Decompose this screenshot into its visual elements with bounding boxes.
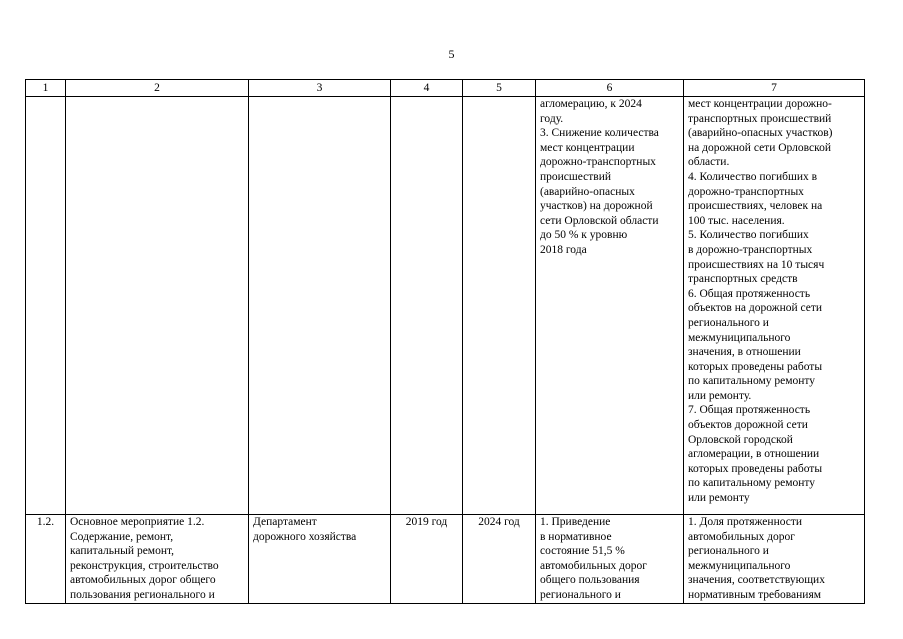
text-line: на дорожной сети Орловской bbox=[688, 141, 831, 154]
indicator-cell bbox=[684, 97, 865, 515]
text-line: или ремонту bbox=[688, 492, 750, 505]
table-row bbox=[26, 515, 865, 604]
text-line: Содержание, ремонт, bbox=[70, 530, 174, 543]
text-line: 100 тыс. населения. bbox=[688, 214, 785, 227]
text-line: автомобильных дорог bbox=[540, 559, 647, 572]
page-number: 5 bbox=[448, 47, 455, 61]
text-line: нормативным требованиям bbox=[688, 588, 822, 601]
row-number-cell bbox=[26, 97, 66, 515]
end-year-cell bbox=[463, 97, 536, 515]
measure-cell bbox=[66, 515, 249, 604]
start-year-cell: 2019 год bbox=[391, 515, 463, 604]
text-line: регионального и bbox=[688, 545, 769, 558]
text-line: или ремонту. bbox=[688, 389, 752, 402]
text-line: дорожного хозяйства bbox=[253, 530, 357, 543]
text-line: объектов на дорожной сети bbox=[688, 302, 823, 315]
text-line: происшествиях на 10 тысяч bbox=[688, 258, 825, 271]
text-line: объектов дорожной сети bbox=[688, 419, 808, 432]
text-line: 5. Количество погибших bbox=[688, 229, 809, 242]
column-number-row bbox=[26, 80, 865, 97]
text-line: в дорожно-транспортных bbox=[688, 243, 813, 256]
text-line: (аварийно-опасных bbox=[540, 185, 635, 198]
text-line: автомобильных дорог bbox=[688, 530, 795, 543]
text-line: области. bbox=[688, 156, 730, 169]
text-line: 1. Приведение bbox=[540, 516, 611, 528]
text-line: мест концентрации дорожно- bbox=[688, 98, 832, 110]
text-line: транспортных происшествий bbox=[688, 112, 832, 125]
text-line: Основное мероприятие 1.2. bbox=[70, 516, 205, 528]
end-year-cell: 2024 год bbox=[463, 515, 536, 604]
text-line: дорожно-транспортных bbox=[688, 185, 804, 198]
text-line: пользования регионального и bbox=[70, 588, 215, 601]
text-line: которых проведены работы bbox=[688, 462, 823, 475]
text-line: межмуниципального bbox=[688, 559, 791, 572]
indicator-cell bbox=[684, 515, 865, 604]
text-line: значения, соответствующих bbox=[688, 574, 825, 587]
expected-result-cell bbox=[536, 515, 684, 604]
text-line: 7. Общая протяженность bbox=[688, 404, 811, 417]
text-line: автомобильных дорог общего bbox=[70, 574, 216, 587]
column-number: 2 bbox=[66, 80, 249, 97]
row-number-cell: 1.2. bbox=[26, 515, 66, 604]
column-number: 7 bbox=[684, 80, 865, 97]
text-line: по капитальному ремонту bbox=[688, 477, 816, 490]
text-line: Департамент bbox=[253, 516, 317, 528]
text-line: регионального и bbox=[540, 588, 621, 601]
text-line: по капитальному ремонту bbox=[688, 375, 816, 388]
column-number: 6 bbox=[536, 80, 684, 97]
expected-result-cell bbox=[536, 97, 684, 515]
column-number: 5 bbox=[463, 80, 536, 97]
executor-cell bbox=[249, 97, 391, 515]
text-line: 1. Доля протяженности bbox=[688, 516, 803, 528]
text-line: 2018 года bbox=[540, 243, 587, 256]
text-line: до 50 % к уровню bbox=[540, 229, 628, 242]
executor-cell bbox=[249, 515, 391, 604]
text-line: мест концентрации bbox=[540, 141, 635, 154]
column-number: 1 bbox=[26, 80, 66, 97]
text-line: межмуниципального bbox=[688, 331, 791, 344]
text-line: общего пользования bbox=[540, 574, 640, 587]
text-line: году. bbox=[540, 112, 564, 125]
text-line: транспортных средств bbox=[688, 273, 798, 286]
table-row bbox=[26, 97, 865, 515]
start-year-cell bbox=[391, 97, 463, 515]
text-line: состояние 51,5 % bbox=[540, 545, 625, 558]
column-number: 3 bbox=[249, 80, 391, 97]
text-line: в нормативное bbox=[540, 530, 612, 543]
text-line: реконструкция, строительство bbox=[70, 559, 219, 572]
text-line: сети Орловской области bbox=[540, 214, 659, 227]
text-line: 6. Общая протяженность bbox=[688, 287, 811, 300]
text-line: регионального и bbox=[688, 316, 769, 329]
measure-cell bbox=[66, 97, 249, 515]
column-number: 4 bbox=[391, 80, 463, 97]
text-line: происшествиях, человек на bbox=[688, 200, 823, 213]
text-line: агломерации, в отношении bbox=[688, 448, 820, 461]
text-line: дорожно-транспортных bbox=[540, 156, 656, 169]
text-line: значения, в отношении bbox=[688, 346, 801, 359]
text-line: (аварийно-опасных участков) bbox=[688, 127, 833, 140]
text-line: 3. Снижение количества bbox=[540, 127, 659, 140]
text-line: происшествий bbox=[540, 170, 612, 183]
text-line: 4. Количество погибших в bbox=[688, 170, 818, 183]
text-line: агломерацию, к 2024 bbox=[540, 98, 642, 110]
text-line: участков) на дорожной bbox=[540, 200, 653, 213]
text-line: Орловской городской bbox=[688, 433, 793, 446]
text-line: которых проведены работы bbox=[688, 360, 823, 373]
text-line: капитальный ремонт, bbox=[70, 545, 175, 558]
program-table bbox=[25, 79, 865, 604]
